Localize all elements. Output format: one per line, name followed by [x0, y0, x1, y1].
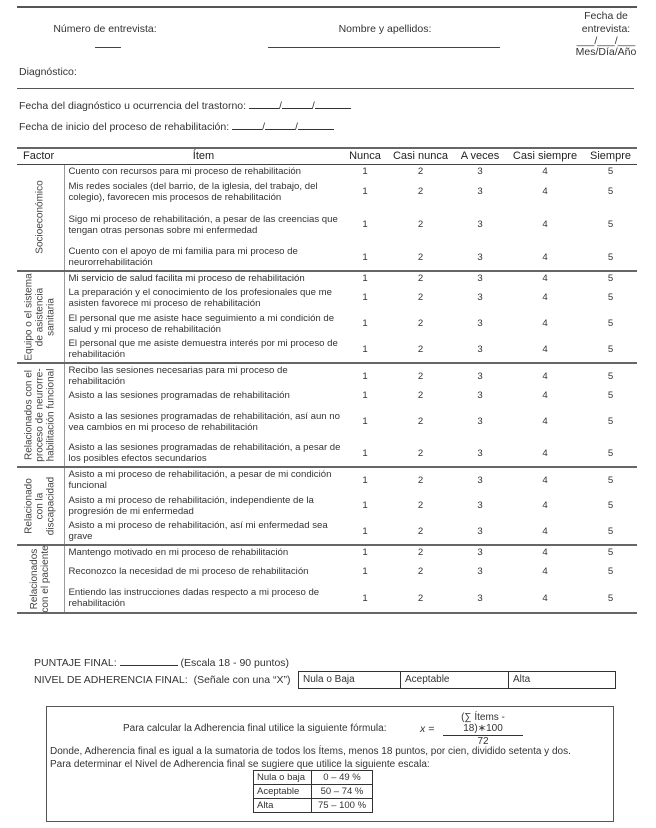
option-casi-nunca[interactable]: 2	[417, 500, 424, 511]
diagnosis-field[interactable]	[17, 88, 634, 89]
option-casi-siempre[interactable]: 4	[506, 337, 584, 363]
option-siempre[interactable]: 5	[607, 292, 614, 303]
table-row	[17, 559, 637, 585]
table-row	[17, 403, 637, 441]
option-a-veces[interactable]: 3	[477, 292, 483, 303]
column-header-casi-nunca: Casi nunca	[387, 148, 454, 165]
final-score-row	[34, 655, 289, 669]
factor-label-text: Relacionado con la discapacidad	[23, 476, 57, 535]
option-siempre[interactable]: 5	[607, 166, 614, 178]
factor-label-text: Equipo o el sistema de asistencia sanitaria	[23, 272, 57, 361]
option-casi-siempre[interactable]: 4	[542, 272, 548, 284]
interview-date-label-line1: Fecha de	[584, 10, 628, 22]
option-casi-siempre[interactable]: 4	[542, 566, 548, 577]
scale-row	[254, 771, 373, 785]
factor-cell-socioeconomico	[17, 165, 64, 271]
item-text: El personal que me asiste demuestra interés por mi proceso de rehabilitación	[64, 337, 343, 363]
item-text: Asisto a mi proceso de rehabilitación, independiente de la progresión de mi enfermedad	[68, 494, 314, 517]
option-a-veces[interactable]: 3	[477, 390, 483, 401]
item-text: La preparación y el conocimiento de los profesionales que me asisten favorece mi proceso de rehabilitación	[68, 286, 332, 309]
option-casi-siempre[interactable]: 4	[542, 474, 548, 486]
option-casi-siempre[interactable]: 4	[542, 416, 548, 427]
option-casi-nunca[interactable]: 2	[417, 272, 424, 284]
option-casi-nunca[interactable]: 2	[387, 519, 454, 545]
diagnosis-date-day[interactable]	[282, 98, 312, 109]
top-rule	[17, 6, 637, 8]
option-a-veces[interactable]: 3	[454, 441, 506, 467]
option-casi-siempre[interactable]: 4	[506, 245, 584, 271]
option-casi-siempre[interactable]: 4	[542, 500, 548, 511]
option-casi-siempre[interactable]: 4	[542, 390, 548, 401]
factor-cell-paciente	[17, 545, 64, 613]
formula-explanation: Donde, Adherencia final es igual a la sumatoria de todos los Ítems, menos 18 puntos, por cien, dividido setenta y dos.	[50, 746, 571, 757]
option-siempre[interactable]: 5	[607, 474, 614, 486]
table-row	[17, 519, 637, 545]
option-casi-nunca[interactable]: 2	[387, 337, 454, 363]
option-nunca[interactable]: 1	[362, 416, 368, 427]
option-a-veces[interactable]: 3	[477, 474, 483, 486]
option-nunca[interactable]: 1	[343, 441, 387, 467]
option-siempre[interactable]: 5	[607, 546, 614, 558]
item-text: Asisto a mi proceso de rehabilitación, a pesar de mi condición funcional	[68, 469, 332, 491]
option-nunca[interactable]: 1	[362, 166, 368, 178]
option-casi-nunca[interactable]: 2	[387, 585, 454, 613]
option-nunca[interactable]: 1	[362, 546, 368, 558]
option-a-veces[interactable]: 3	[477, 272, 483, 284]
rehab-start-day[interactable]	[265, 119, 295, 130]
adherence-level-options	[298, 671, 616, 689]
item-text: Asisto a mi proceso de rehabilitación, así mi enfermedad sea grave	[64, 519, 343, 545]
item-text: Mis redes sociales (del barrio, de la iglesia, del trabajo, del colegio), favorecen mis procesos de rehabilitación	[68, 180, 318, 203]
option-casi-nunca[interactable]: 2	[417, 546, 424, 558]
scale-row	[254, 785, 373, 799]
option-a-veces[interactable]: 3	[477, 186, 483, 197]
interview-date-field[interactable]: ___/___/___	[576, 35, 636, 47]
option-nunca[interactable]: 1	[362, 186, 368, 197]
factor-label-text: Relacionados con el paciente	[29, 544, 52, 613]
final-score-scale: (Escala 18 - 90 puntos)	[180, 657, 290, 669]
option-nunca[interactable]: 1	[362, 370, 368, 382]
option-nunca[interactable]: 1	[343, 337, 387, 363]
scale-level: Aceptable	[254, 785, 312, 799]
option-casi-siempre[interactable]: 4	[506, 585, 584, 613]
name-label: Nombre y apellidos:	[338, 23, 432, 35]
item-text: Sigo mi proceso de rehabilitación, a pesar de las creencias que tengan otras personas sobre mi enfermedad	[68, 213, 338, 236]
option-siempre[interactable]: 5	[584, 585, 637, 613]
option-casi-nunca[interactable]: 2	[387, 441, 454, 467]
option-nunca[interactable]: 1	[362, 292, 368, 303]
diagnosis-label: Diagnóstico:	[19, 66, 77, 78]
option-nunca[interactable]: 1	[362, 272, 368, 284]
diagnosis-date-row: Fecha del diagnóstico u ocurrencia del trastorno: / /	[19, 98, 351, 112]
table-row	[17, 285, 637, 311]
option-a-veces[interactable]: 3	[477, 166, 483, 178]
table-row	[17, 363, 637, 389]
diagnosis-date-year[interactable]	[315, 98, 351, 109]
table-row	[17, 311, 637, 337]
adherence-option-nula-baja[interactable]: Nula o Baja	[299, 672, 401, 688]
option-nunca[interactable]: 1	[362, 474, 368, 486]
option-casi-nunca[interactable]: 2	[417, 370, 424, 382]
formula-lhs: x =	[420, 723, 435, 735]
option-casi-nunca[interactable]: 2	[417, 186, 424, 197]
table-body	[17, 165, 637, 613]
interview-number-field[interactable]	[95, 38, 121, 48]
factor-cell-equipo	[17, 271, 64, 363]
item-text: Entiendo las instrucciones dadas respecto a mi proceso de rehabilitación	[64, 585, 343, 613]
adherence-scale-reference	[253, 770, 373, 813]
interview-date-format: Mes/Día/Año	[575, 46, 637, 58]
interview-date-label-line2: entrevista:	[581, 23, 631, 35]
table-row	[17, 271, 637, 285]
option-siempre[interactable]: 5	[584, 441, 637, 467]
rehab-start-label: Fecha de inicio del proceso de rehabilitación:	[19, 121, 230, 133]
option-siempre[interactable]: 5	[584, 337, 637, 363]
item-text: Mi servicio de salud facilita mi proceso de rehabilitación	[68, 272, 305, 284]
option-a-veces[interactable]: 3	[454, 585, 506, 613]
option-a-veces[interactable]: 3	[477, 566, 483, 577]
option-a-veces[interactable]: 3	[454, 245, 506, 271]
option-casi-nunca[interactable]: 2	[387, 245, 454, 271]
option-siempre[interactable]: 5	[607, 272, 614, 284]
option-siempre[interactable]: 5	[584, 245, 637, 271]
column-header-factor: Factor	[17, 148, 64, 165]
option-casi-nunca[interactable]: 2	[417, 318, 424, 329]
table-row	[17, 389, 637, 403]
scale-range: 75 – 100 %	[312, 799, 373, 813]
option-casi-nunca[interactable]: 2	[417, 390, 424, 401]
option-siempre[interactable]: 5	[607, 186, 614, 197]
formula-numerator: (∑ Ítems - 18)∗100	[443, 712, 523, 736]
factor-label	[24, 360, 57, 470]
option-a-veces[interactable]: 3	[477, 219, 483, 230]
factor-cell-proceso	[17, 363, 64, 467]
option-nunca[interactable]: 1	[362, 566, 368, 577]
option-siempre[interactable]: 5	[607, 416, 614, 427]
factor-cell-discapacidad	[17, 467, 64, 545]
option-casi-siempre[interactable]: 4	[542, 166, 548, 178]
option-casi-nunca[interactable]: 2	[417, 219, 424, 230]
option-casi-nunca[interactable]: 2	[417, 292, 424, 303]
rehab-start-year[interactable]	[298, 119, 334, 130]
table-row	[17, 179, 637, 205]
name-field[interactable]	[268, 38, 500, 48]
rehab-start-month[interactable]	[232, 119, 262, 130]
column-header-a-veces: A veces	[454, 148, 506, 165]
scale-range: 50 – 74 %	[312, 785, 373, 799]
option-casi-nunca[interactable]: 2	[417, 166, 424, 178]
scale-level: Nula o baja	[254, 771, 312, 785]
option-a-veces[interactable]: 3	[477, 416, 483, 427]
adherence-scale-table	[17, 147, 637, 614]
item-text: Asisto a las sesiones programadas de rehabilitación, así aun no vea cambios en mi proceso de rehabilitación	[68, 410, 340, 433]
option-casi-siempre[interactable]: 4	[542, 186, 548, 197]
table-row	[17, 165, 637, 179]
factor-label	[24, 470, 57, 542]
factor-label	[24, 269, 57, 364]
factor-label-text: Relacionados con el proceso de neurorre-habilitación funcional	[23, 367, 57, 462]
formula-intro: Para calcular la Adherencia final utilice la siguiente fórmula:	[123, 723, 387, 734]
option-siempre[interactable]: 5	[607, 390, 614, 401]
final-score-field[interactable]	[120, 655, 178, 666]
item-text: Cuento con recursos para mi proceso de rehabilitación	[68, 166, 302, 178]
option-nunca[interactable]: 1	[362, 318, 368, 329]
option-a-veces[interactable]: 3	[454, 519, 506, 545]
adherence-option-aceptable[interactable]: Aceptable	[401, 672, 509, 688]
option-a-veces[interactable]: 3	[477, 500, 483, 511]
table-row	[17, 441, 637, 467]
scale-intro: Para determinar el Nivel de Adherencia final se sugiere que utilice la siguiente escala:	[50, 759, 430, 770]
table-row	[17, 467, 637, 493]
factor-label	[29, 543, 51, 615]
option-siempre[interactable]: 5	[584, 519, 637, 545]
table-row	[17, 205, 637, 245]
table-row	[17, 493, 637, 519]
factor-label: Socioeconómico	[34, 180, 46, 254]
option-casi-siempre[interactable]: 4	[542, 370, 548, 382]
option-siempre[interactable]: 5	[607, 566, 614, 577]
formula-fraction	[443, 712, 523, 747]
option-a-veces[interactable]: 3	[477, 370, 483, 382]
option-a-veces[interactable]: 3	[477, 546, 483, 558]
table-row	[17, 585, 637, 613]
diagnosis-date-label: Fecha del diagnóstico u ocurrencia del trastorno:	[19, 100, 247, 112]
option-casi-siempre[interactable]: 4	[506, 441, 584, 467]
scale-range: 0 – 49 %	[312, 771, 373, 785]
final-score-label: PUNTAJE FINAL:	[34, 657, 117, 669]
adherence-level-hint: (Señale con una “X”)	[193, 674, 291, 686]
table-row	[17, 245, 637, 271]
option-nunca[interactable]: 1	[343, 519, 387, 545]
table-header-row	[17, 148, 637, 165]
diagnosis-date-month[interactable]	[249, 98, 279, 109]
adherence-level-row	[34, 674, 290, 686]
item-text: Mantengo motivado en mi proceso de rehabilitación	[68, 546, 289, 558]
option-a-veces[interactable]: 3	[477, 318, 483, 329]
option-casi-nunca[interactable]: 2	[417, 416, 424, 427]
option-casi-nunca[interactable]: 2	[417, 474, 424, 486]
option-casi-siempre[interactable]: 4	[542, 546, 548, 558]
option-casi-siempre[interactable]: 4	[542, 318, 548, 329]
column-header-item: Ítem	[64, 148, 343, 165]
option-nunca[interactable]: 1	[362, 500, 368, 511]
option-nunca[interactable]: 1	[343, 245, 387, 271]
option-siempre[interactable]: 5	[607, 318, 614, 329]
option-casi-nunca[interactable]: 2	[417, 566, 424, 577]
item-text: Cuento con el apoyo de mi familia para mi proceso de neurorrehabilitación	[64, 245, 343, 271]
item-text: Reconozco la necesidad de mi proceso de rehabilitación	[68, 566, 309, 577]
column-header-nunca: Nunca	[343, 148, 387, 165]
adherence-level-label: NIVEL DE ADHERENCIA FINAL:	[34, 674, 188, 686]
option-casi-siempre[interactable]: 4	[542, 219, 548, 230]
scale-row	[254, 799, 373, 813]
option-nunca[interactable]: 1	[362, 219, 368, 230]
item-text: Asisto a las sesiones programadas de rehabilitación, a pesar de los posibles efectos secundarios	[64, 441, 343, 467]
interview-date-label	[566, 10, 646, 59]
option-siempre[interactable]: 5	[607, 500, 614, 511]
option-siempre[interactable]: 5	[607, 370, 614, 382]
option-nunca[interactable]: 1	[362, 390, 368, 401]
column-header-casi-siempre: Casi siempre	[506, 148, 584, 165]
formula-denominator: 72	[477, 736, 489, 747]
item-text: Recibo las sesiones necesarias para mi proceso de rehabilitación	[68, 365, 288, 387]
adherence-option-alta[interactable]: Alta	[513, 674, 531, 685]
item-text: Asisto a las sesiones programadas de rehabilitación	[68, 390, 290, 401]
interview-number-label: Número de entrevista:	[53, 23, 157, 35]
scale-level: Alta	[254, 799, 312, 813]
option-casi-siempre[interactable]: 4	[542, 292, 548, 303]
table-row	[17, 545, 637, 559]
option-siempre[interactable]: 5	[607, 219, 614, 230]
option-nunca[interactable]: 1	[343, 585, 387, 613]
column-header-siempre: Siempre	[584, 148, 637, 165]
rehab-start-row: Fecha de inicio del proceso de rehabilitación: / /	[19, 119, 334, 133]
option-casi-siempre[interactable]: 4	[506, 519, 584, 545]
option-a-veces[interactable]: 3	[454, 337, 506, 363]
table-row	[17, 337, 637, 363]
item-text: El personal que me asiste hace seguimiento a mi condición de salud y mi proceso de rehabilitación	[68, 312, 335, 335]
